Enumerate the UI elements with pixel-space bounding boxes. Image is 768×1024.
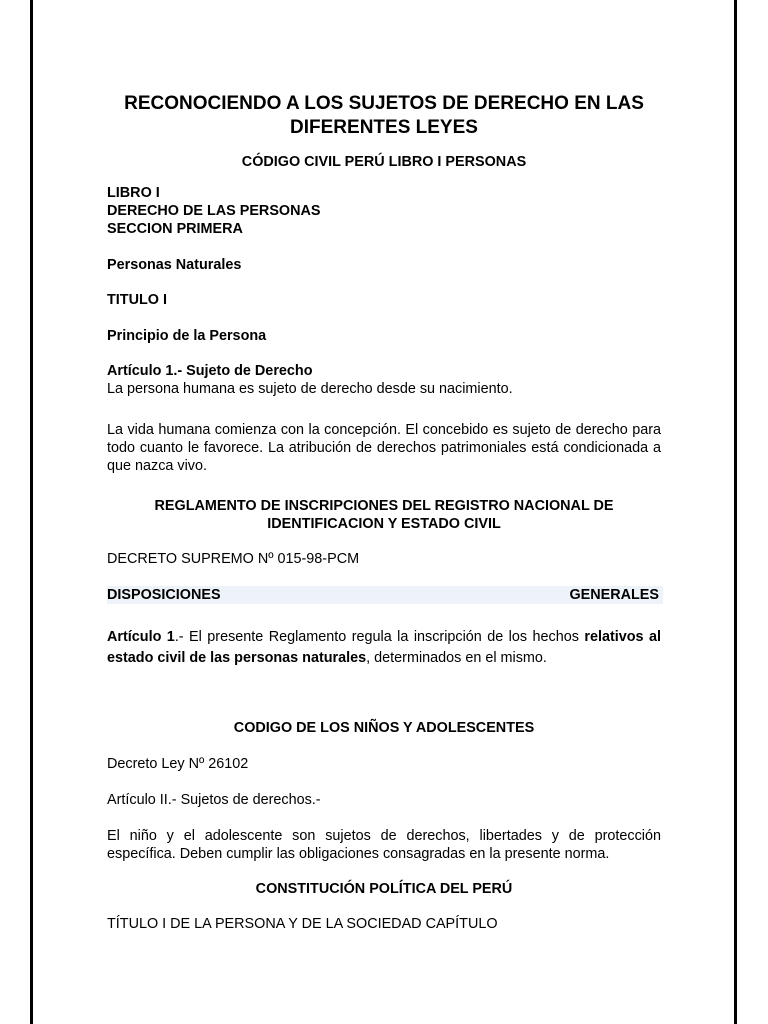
reg-art1-text-1: .- El presente Reglamento regula la inscripción de los hechos — [174, 629, 585, 645]
titulo-persona: TÍTULO I DE LA PERSONA Y DE LA SOCIEDAD CAPÍTULO — [107, 916, 498, 932]
disposiciones-generales-heading — [107, 586, 663, 604]
page-border-right — [734, 0, 737, 1024]
libro-line-3: SECCION PRIMERA — [107, 221, 243, 237]
reg-art1-text-2: , determinados en el mismo. — [366, 650, 547, 666]
nino-paragraph: El niño y el adolescente son sujetos de derechos, libertades y de protección específica. Deben cumplir las obligaciones consagradas en la presente norma. — [107, 828, 661, 862]
document-content — [107, 92, 661, 933]
codigo-ninos-heading: CODIGO DE LOS NIÑOS Y ADOLESCENTES — [233, 720, 535, 736]
titulo-i-heading: TITULO I — [107, 292, 167, 308]
articulo-1-heading: Artículo 1.- Sujeto de Derecho — [107, 363, 313, 379]
generales-label: GENERALES — [569, 587, 659, 603]
constitucion-heading: CONSTITUCIÓN POLÍTICA DEL PERÚ — [255, 881, 513, 897]
reg-art1-label: Artículo 1 — [107, 629, 175, 645]
articulo-1-text: La persona humana es sujeto de derecho desde su nacimiento. — [107, 381, 513, 397]
articulo-ii: Artículo II.- Sujetos de derechos.- — [107, 792, 321, 808]
page-border-left — [30, 0, 33, 1024]
codigo-civil-heading: CÓDIGO CIVIL PERÚ LIBRO I PERSONAS — [241, 154, 527, 170]
document-title: RECONOCIENDO A LOS SUJETOS DE DERECHO EN LAS DIFERENTES LEYES — [124, 93, 644, 138]
libro-line-2: DERECHO DE LAS PERSONAS — [107, 203, 321, 219]
decreto-ley: Decreto Ley Nº 26102 — [107, 756, 249, 772]
principio-heading: Principio de la Persona — [107, 328, 267, 344]
libro-block — [107, 184, 661, 238]
personas-naturales-heading: Personas Naturales — [107, 257, 242, 273]
reglamento-articulo-1 — [107, 627, 661, 669]
decreto-supremo: DECRETO SUPREMO Nº 015-98-PCM — [107, 551, 360, 567]
disposiciones-label: DISPOSICIONES — [107, 587, 221, 603]
reg-art1-bold-text: relativos al estado civil de las personas naturales — [107, 629, 661, 666]
libro-line-1: LIBRO I — [107, 185, 160, 201]
reglamento-heading: REGLAMENTO DE INSCRIPCIONES DEL REGISTRO NACIONAL DE IDENTIFICACION Y ESTADO CIVIL — [154, 498, 614, 532]
vida-humana-paragraph: La vida humana comienza con la concepción. El concebido es sujeto de derecho para todo cuanto le favorece. La atribución de derechos patrimoniales está condicionada a que nazca vivo. — [107, 422, 661, 474]
